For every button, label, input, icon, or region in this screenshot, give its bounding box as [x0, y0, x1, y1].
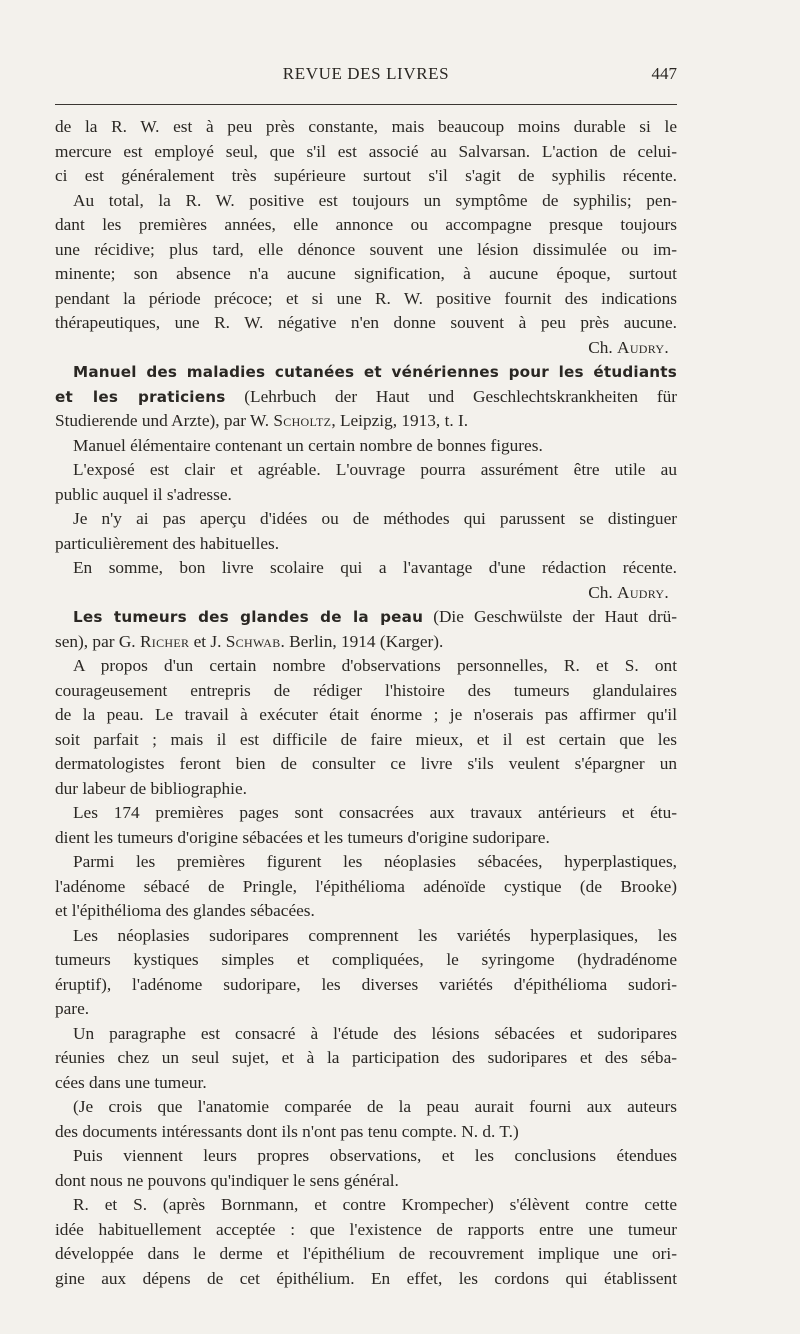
text-line: A propos d'un certain nombre d'observations personnelles, R. et S. ont	[73, 656, 677, 675]
text-line: éruptif), l'adénome sudoripare, les diverses variétés d'épithélioma sudori-	[55, 974, 677, 994]
signature-name: Audry.	[617, 337, 669, 357]
text-line: particulièrement des habituelles.	[55, 533, 280, 553]
text-line: Les néoplasies sudoripares comprennent les variétés hyperplasiques, les	[73, 925, 677, 945]
signature	[55, 581, 677, 606]
text-line: mercure est employé seul, que s'il est associé au Salvarsan. L'action de celui-	[55, 141, 677, 161]
text-line: minente; son absence n'a aucune signification, à aucune époque, surtout	[55, 264, 677, 283]
text-line: développée dans le derme et l'épithélium de recouvrement implique une ori-	[55, 1244, 677, 1263]
text-line: l'adénome sébacé de Pringle, l'épithélioma adénoïde cystique (de Brooke)	[55, 876, 677, 896]
text-line: idée habituellement acceptée : que l'existence de rapports entre une tumeur	[55, 1219, 677, 1239]
review-title-german: (Lehrbuch der Haut und Geschlechtskrankheiten für	[225, 386, 677, 406]
text-line: Un paragraphe est consacré à l'étude des lésions sébacées et sudoripares	[73, 1023, 677, 1043]
text-line: des documents intéressants dont ils n'ont pas tenu compte. N. d. T.)	[55, 1121, 519, 1141]
text-line: En somme, bon livre scolaire qui a l'avantage d'une rédaction récente.	[73, 558, 677, 577]
review-title: Les tumeurs des glandes de la peau	[73, 608, 424, 626]
review-citation-line	[55, 409, 677, 434]
text-line: Parmi les premières figurent les néoplasies sébacées, hyperplastiques,	[73, 852, 677, 871]
text-line: courageusement entrepris de rédiger l'histoire des tumeurs glandulaires	[55, 680, 677, 700]
citation-text: Studierende und Arzte), par W.	[55, 411, 274, 430]
review-title: Manuel des maladies cutanées et vénériennes pour les étudiants	[73, 363, 677, 381]
text-line: dant les premières années, elle annonce ou accompagne presque toujours	[55, 215, 677, 234]
text-line: Puis viennent leurs propres observations, et les conclusions étendues	[73, 1146, 677, 1165]
paragraph-syphilis-conclusion	[55, 115, 677, 360]
page-header	[55, 64, 677, 88]
text-line: gine aux dépens de cet épithélium. En effet, les cordons qui établissent	[55, 1268, 677, 1288]
review-citation-line	[55, 630, 677, 655]
text-line: dont nous ne pouvons qu'indiquer le sens général.	[55, 1170, 399, 1190]
citation-text: , Leipzig, 1913, t. I.	[331, 411, 469, 430]
signature-prefix: Ch.	[588, 582, 618, 602]
text-line: de la R. W. est à peu près constante, mais beaucoup moins durable si le	[55, 117, 677, 136]
text-line: Je n'y ai pas aperçu d'idées ou de méthodes qui parussent se distinguer	[73, 509, 677, 528]
review-manuel-maladies	[55, 360, 677, 605]
text-body	[55, 115, 677, 1291]
signature-prefix: Ch.	[588, 337, 618, 357]
running-title: REVUE DES LIVRES	[282, 64, 450, 83]
text-line: tumeurs kystiques simples et compliquées, le syringome (hydradénome	[55, 950, 677, 969]
text-line: pare.	[55, 999, 90, 1018]
review-title-german: (Die Geschwülste der Haut drü-	[423, 607, 677, 626]
text-line: cées dans une tumeur.	[55, 1072, 207, 1092]
text-line: et l'épithélioma des glandes sébacées.	[55, 901, 315, 920]
signature	[55, 336, 677, 361]
text-line: thérapeutiques, une R. W. négative n'en donne souvent à peu près aucune.	[55, 313, 677, 332]
text-line: dur labeur de bibliographie.	[55, 778, 247, 798]
text-line: soit parfait ; mais il est difficile de faire mieux, et il est certain que les	[55, 729, 677, 749]
author-name: Scholtz	[273, 411, 332, 430]
page-number: 447	[651, 64, 677, 83]
text-line: (Je crois que l'anatomie comparée de la peau aurait fourni aux auteurs	[73, 1097, 677, 1116]
text-line: Manuel élémentaire contenant un certain nombre de bonnes figures.	[73, 435, 543, 455]
citation-text: . Berlin, 1914 (Karger).	[280, 631, 444, 651]
text-line: Au total, la R. W. positive est toujours un symptôme de syphilis; pen-	[73, 190, 677, 210]
text-line: dient les tumeurs d'origine sébacées et les tumeurs d'origine sudoripare.	[55, 827, 550, 847]
review-title-line	[55, 360, 677, 385]
signature-name: Audry.	[617, 582, 669, 602]
review-title-line	[55, 385, 677, 410]
text-line: public auquel il s'adresse.	[55, 484, 232, 504]
text-line: pendant la période précoce; et si une R. W. positive fournit des indications	[55, 288, 677, 308]
author-name: Schwab	[225, 631, 281, 651]
review-title-continued: et les praticiens	[55, 387, 226, 406]
author-name: Richer	[139, 631, 190, 651]
review-tumeurs-glandes	[55, 605, 677, 1291]
header-rule	[55, 104, 677, 105]
text-line: réunies chez un seul sujet, et à la participation des sudoripares et des séba-	[55, 1048, 677, 1067]
review-body	[55, 654, 677, 1291]
text-line: une récidive; plus tard, elle dénonce souvent une lésion dissimulée ou im-	[55, 239, 677, 259]
review-title-line	[55, 605, 677, 630]
text-line: L'exposé est clair et agréable. L'ouvrage pourra assurément être utile au	[73, 460, 677, 479]
citation-text: et J.	[189, 631, 226, 651]
text-line: Les 174 premières pages sont consacrées aux travaux antérieurs et étu-	[73, 803, 677, 822]
text-line: dermatologistes feront bien de consulter ce livre s'ils veulent s'épargner un	[55, 754, 677, 773]
text-line: ci est généralement très supérieure surtout s'il s'agit de syphilis récente.	[55, 166, 677, 185]
citation-text: sen), par G.	[55, 631, 140, 651]
text-line: R. et S. (après Bornmann, et contre Krompecher) s'élèvent contre cette	[73, 1195, 677, 1214]
text-line: de la peau. Le travail à exécuter était énorme ; je n'oserais pas affirmer qu'il	[55, 705, 677, 724]
